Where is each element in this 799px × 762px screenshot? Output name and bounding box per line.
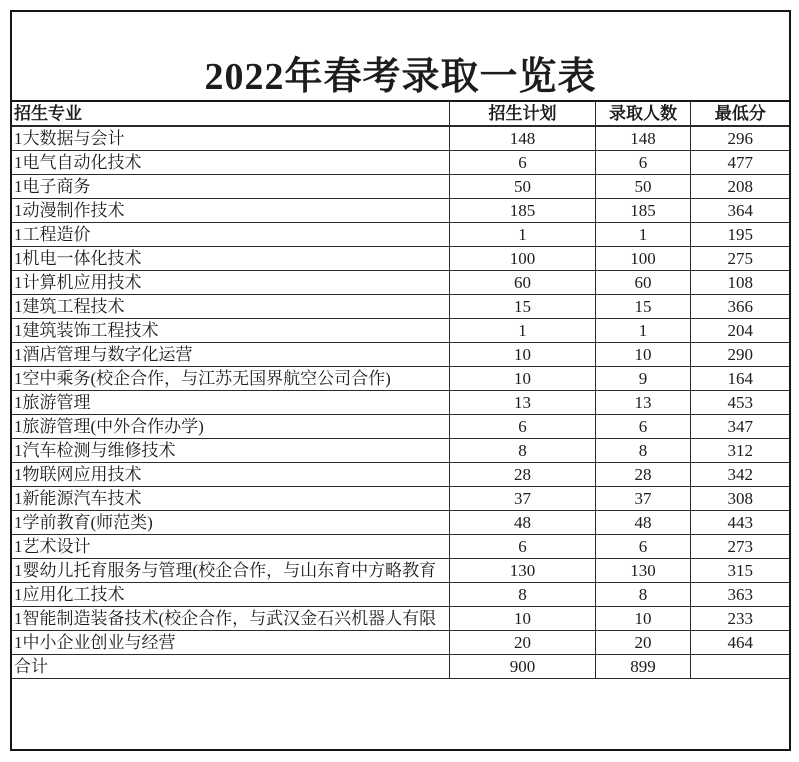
table-body — [12, 126, 789, 679]
title-block — [12, 12, 789, 102]
cell-plan: 10 — [449, 607, 595, 631]
table-row — [12, 295, 789, 319]
cell-admitted: 20 — [595, 631, 690, 655]
cell-minscore: 233 — [690, 607, 789, 631]
cell-major: 1动漫制作技术 — [12, 199, 449, 223]
cell-admitted: 6 — [595, 535, 690, 559]
cell-major: 1酒店管理与数字化运营 — [12, 343, 449, 367]
cell-admitted: 13 — [595, 391, 690, 415]
cell-plan: 185 — [449, 199, 595, 223]
table-row — [12, 247, 789, 271]
cell-minscore: 366 — [690, 295, 789, 319]
cell-minscore: 443 — [690, 511, 789, 535]
total-row — [12, 655, 789, 679]
cell-major: 1大数据与会计 — [12, 126, 449, 151]
cell-major: 1智能制造装备技术(校企合作，与武汉金石兴机器人有限 — [12, 607, 449, 631]
cell-plan: 1 — [449, 319, 595, 343]
cell-plan: 48 — [449, 511, 595, 535]
header-cell-major: 招生专业 — [12, 102, 449, 126]
cell-plan: 900 — [449, 655, 595, 679]
cell-plan: 37 — [449, 487, 595, 511]
table-row — [12, 631, 789, 655]
cell-minscore: 273 — [690, 535, 789, 559]
cell-plan: 15 — [449, 295, 595, 319]
cell-major: 1应用化工技术 — [12, 583, 449, 607]
admissions-table — [12, 102, 789, 679]
cell-plan: 10 — [449, 367, 595, 391]
cell-minscore: 108 — [690, 271, 789, 295]
cell-admitted: 148 — [595, 126, 690, 151]
cell-major: 1新能源汽车技术 — [12, 487, 449, 511]
cell-plan: 8 — [449, 439, 595, 463]
cell-minscore: 364 — [690, 199, 789, 223]
table-row — [12, 463, 789, 487]
cell-major: 1建筑工程技术 — [12, 295, 449, 319]
header-cell-admitted: 录取人数 — [595, 102, 690, 126]
cell-plan: 130 — [449, 559, 595, 583]
table-row — [12, 559, 789, 583]
table-row — [12, 199, 789, 223]
header-cell-minscore: 最低分 — [690, 102, 789, 126]
cell-admitted: 8 — [595, 439, 690, 463]
cell-admitted: 185 — [595, 199, 690, 223]
cell-minscore: 290 — [690, 343, 789, 367]
cell-plan: 28 — [449, 463, 595, 487]
table-row — [12, 223, 789, 247]
cell-major: 1学前教育(师范类) — [12, 511, 449, 535]
cell-admitted: 8 — [595, 583, 690, 607]
cell-admitted: 50 — [595, 175, 690, 199]
cell-major: 1汽车检测与维修技术 — [12, 439, 449, 463]
cell-admitted: 1 — [595, 319, 690, 343]
cell-major: 1艺术设计 — [12, 535, 449, 559]
cell-plan: 13 — [449, 391, 595, 415]
cell-plan: 60 — [449, 271, 595, 295]
cell-major: 1机电一体化技术 — [12, 247, 449, 271]
cell-admitted: 6 — [595, 415, 690, 439]
cell-plan: 20 — [449, 631, 595, 655]
table-row — [12, 271, 789, 295]
cell-minscore: 195 — [690, 223, 789, 247]
cell-major: 1计算机应用技术 — [12, 271, 449, 295]
cell-major: 1电气自动化技术 — [12, 151, 449, 175]
table-row — [12, 583, 789, 607]
cell-admitted: 28 — [595, 463, 690, 487]
cell-major: 1物联网应用技术 — [12, 463, 449, 487]
cell-major: 1婴幼儿托育服务与管理(校企合作，与山东育中方略教育 — [12, 559, 449, 583]
outer-frame — [10, 10, 791, 751]
table-row — [12, 391, 789, 415]
cell-plan: 100 — [449, 247, 595, 271]
cell-minscore: 477 — [690, 151, 789, 175]
cell-major: 1建筑装饰工程技术 — [12, 319, 449, 343]
table-row — [12, 439, 789, 463]
cell-plan: 6 — [449, 415, 595, 439]
cell-major: 1空中乘务(校企合作，与江苏无国界航空公司合作) — [12, 367, 449, 391]
cell-minscore: 464 — [690, 631, 789, 655]
cell-plan: 1 — [449, 223, 595, 247]
cell-admitted: 9 — [595, 367, 690, 391]
cell-admitted: 10 — [595, 343, 690, 367]
cell-major: 1旅游管理 — [12, 391, 449, 415]
table-row — [12, 415, 789, 439]
table-row — [12, 535, 789, 559]
cell-plan: 6 — [449, 151, 595, 175]
table-row — [12, 175, 789, 199]
cell-admitted: 100 — [595, 247, 690, 271]
table-row — [12, 367, 789, 391]
cell-plan: 10 — [449, 343, 595, 367]
cell-admitted: 37 — [595, 487, 690, 511]
cell-minscore: 275 — [690, 247, 789, 271]
table-row — [12, 151, 789, 175]
cell-minscore: 308 — [690, 487, 789, 511]
cell-major: 合计 — [12, 655, 449, 679]
cell-admitted: 6 — [595, 151, 690, 175]
table-row — [12, 511, 789, 535]
header-cell-plan: 招生计划 — [449, 102, 595, 126]
cell-admitted: 60 — [595, 271, 690, 295]
page-title: 2022年春考录取一览表 — [204, 56, 597, 98]
cell-major: 1旅游管理(中外合作办学) — [12, 415, 449, 439]
cell-minscore: 296 — [690, 126, 789, 151]
table-row — [12, 607, 789, 631]
table-row — [12, 126, 789, 151]
cell-major: 1电子商务 — [12, 175, 449, 199]
cell-minscore: 208 — [690, 175, 789, 199]
cell-admitted: 10 — [595, 607, 690, 631]
cell-minscore: 363 — [690, 583, 789, 607]
cell-minscore: 204 — [690, 319, 789, 343]
cell-minscore: 312 — [690, 439, 789, 463]
cell-minscore: 164 — [690, 367, 789, 391]
cell-major: 1中小企业创业与经营 — [12, 631, 449, 655]
cell-minscore — [690, 655, 789, 679]
cell-major: 1工程造价 — [12, 223, 449, 247]
cell-minscore: 315 — [690, 559, 789, 583]
cell-admitted: 130 — [595, 559, 690, 583]
cell-admitted: 899 — [595, 655, 690, 679]
cell-plan: 8 — [449, 583, 595, 607]
cell-admitted: 15 — [595, 295, 690, 319]
table-row — [12, 487, 789, 511]
cell-minscore: 347 — [690, 415, 789, 439]
cell-minscore: 342 — [690, 463, 789, 487]
cell-minscore: 453 — [690, 391, 789, 415]
cell-plan: 50 — [449, 175, 595, 199]
cell-plan: 6 — [449, 535, 595, 559]
cell-admitted: 1 — [595, 223, 690, 247]
header-row — [12, 102, 789, 126]
table-row — [12, 343, 789, 367]
cell-admitted: 48 — [595, 511, 690, 535]
cell-plan: 148 — [449, 126, 595, 151]
table-row — [12, 319, 789, 343]
